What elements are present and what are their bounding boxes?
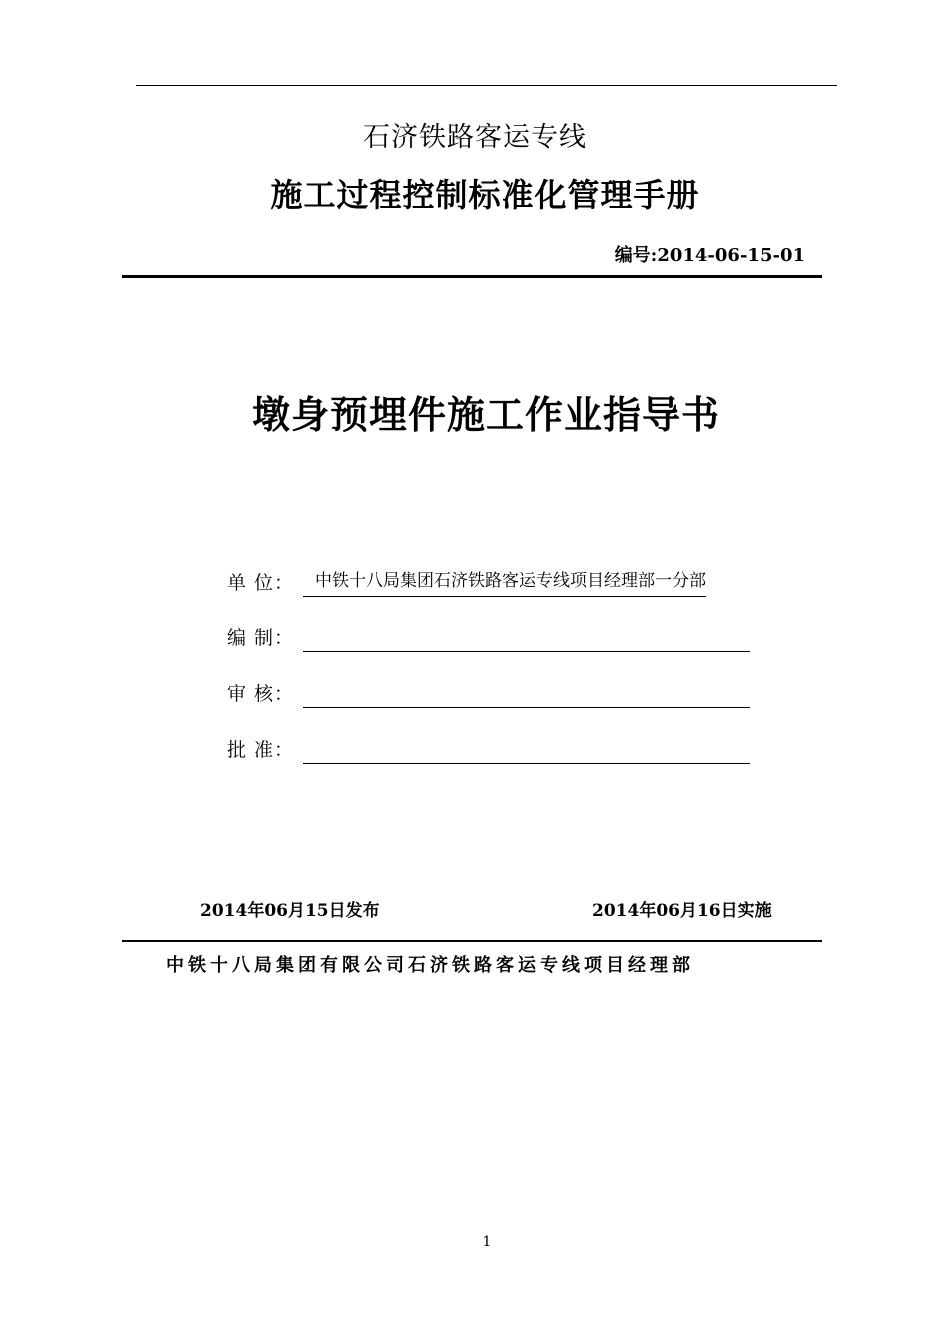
compile-field — [227, 621, 750, 655]
unit-label: 单 位： — [227, 572, 295, 594]
review-label: 审 核： — [227, 683, 295, 705]
review-field — [227, 677, 750, 711]
compile-label: 编 制： — [227, 627, 295, 649]
project-subtitle: 石济铁路客运专线 — [363, 122, 587, 153]
approve-label: 批 准： — [227, 739, 295, 761]
unit-value: 中铁十八局集团石济铁路客运专线项目经理部一分部 — [303, 566, 706, 597]
document-main-title: 墩身预埋件施工作业指导书 — [251, 392, 720, 437]
page-number: 1 — [482, 1234, 492, 1250]
company-name: 中铁十八局集团有限公司石济铁路客运专线项目经理部 — [166, 955, 694, 976]
manual-title: 施工过程控制标准化管理手册 — [270, 176, 700, 214]
review-blank-line — [303, 677, 750, 708]
compile-blank-line — [303, 621, 750, 652]
approve-field — [227, 733, 750, 767]
effective-date: 2014年06月16日实施 — [592, 901, 772, 921]
top-rule — [136, 85, 837, 86]
release-date: 2014年06月15日发布 — [200, 901, 380, 921]
approve-blank-line — [303, 733, 750, 764]
footer-divider — [122, 940, 822, 942]
header-divider — [122, 275, 822, 278]
document-number: 编号:2014-06-15-01 — [614, 245, 805, 266]
unit-field — [227, 566, 706, 600]
